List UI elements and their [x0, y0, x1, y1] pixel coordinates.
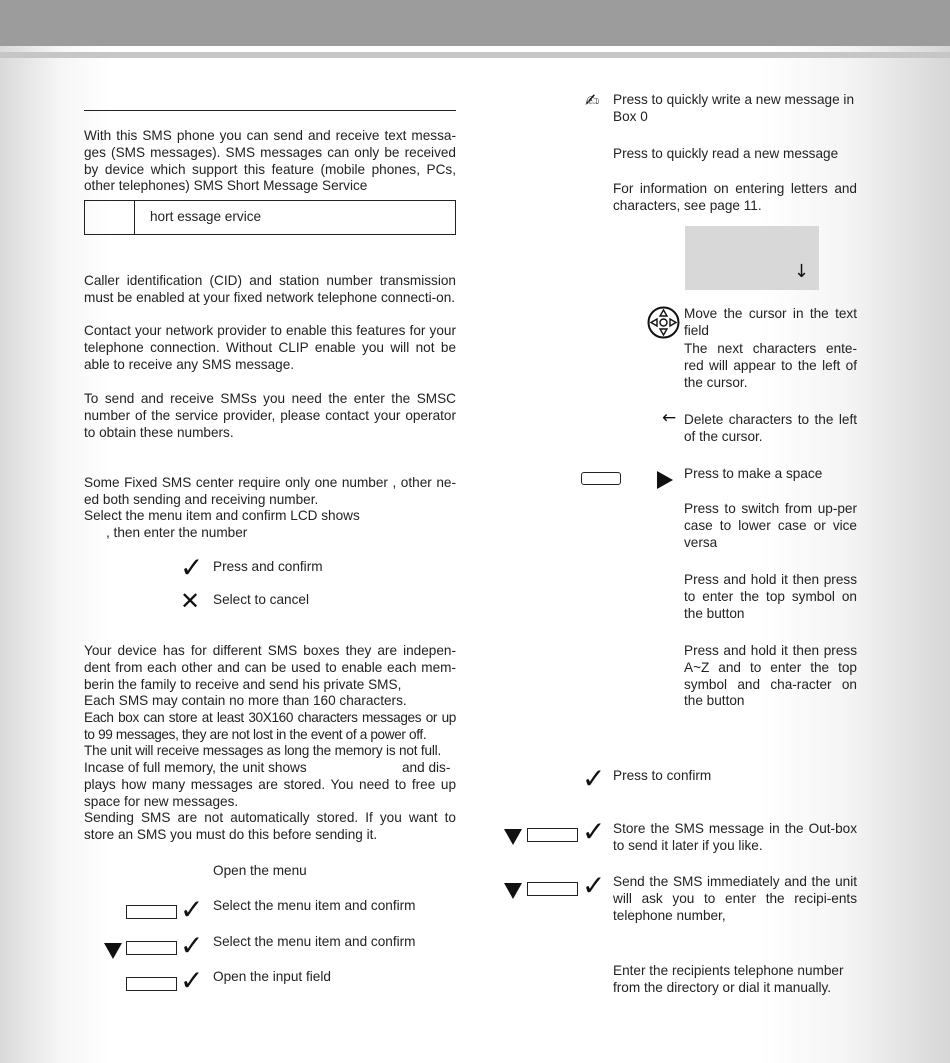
menu-key — [527, 882, 578, 896]
contact-paragraph: Contact your network provider to enable this features for your telephone connection. Without CLIP enable you will not be able to receive any SMS message. — [84, 323, 456, 372]
cid-paragraph: Caller identification (CID) and station number transmission must be enabled at your fixed network telephone connecti-on. — [84, 273, 456, 305]
check-icon: ✓ — [180, 929, 204, 962]
delete-text: Delete characters to the left of the cursor. — [684, 412, 857, 444]
check-icon: ✓ — [180, 551, 204, 584]
down-arrow-icon — [504, 829, 522, 845]
memory-full-paragraph: plays how many messages are stored. You need to free up space for new messages. — [84, 777, 456, 809]
check-icon: ✓ — [582, 815, 606, 848]
open-input-label: Open the input field — [213, 969, 331, 984]
check-icon: ✓ — [582, 762, 606, 795]
check-icon: ✓ — [582, 869, 606, 902]
header-bar — [0, 0, 950, 46]
select-confirm-label-2: Select the menu item and confirm — [213, 934, 416, 949]
table-cell-meaning: hort essage ervice — [150, 209, 262, 224]
play-icon — [657, 471, 673, 489]
fixed-sms-paragraph: Some Fixed SMS center require only one number , other ne-ed both sending and receiving number. — [84, 475, 456, 507]
check-icon: ✓ — [180, 893, 204, 926]
memory-full-line-a: Incase of full memory, the unit shows — [84, 760, 307, 775]
intro-paragraph: With this SMS phone you can send and receive text messa-ges (SMS messages). SMS messages can only be received by device which support this feature (mobile phones, PCs, other telephones) SMS Short Message Service — [84, 128, 456, 194]
memory-full-line-b: and dis- — [402, 760, 451, 775]
table-cell-abbrev — [85, 201, 135, 234]
next-characters-text: The next characters ente-red will appear to the left of the cursor. — [684, 341, 857, 390]
info-text: For information on entering letters and characters, see page 11. — [613, 181, 857, 213]
menu-key — [126, 941, 177, 955]
enter-number-line: , then enter the number — [106, 525, 248, 540]
open-menu-label: Open the menu — [213, 863, 307, 878]
navigation-key-icon — [647, 306, 680, 339]
space-key-icon — [581, 472, 621, 485]
menu-key — [527, 828, 578, 842]
select-confirm-label-1: Select the menu item and confirm — [213, 898, 416, 913]
sms-storage-paragraph: Each box can store at least 30X160 characters messages or up to 99 messages, they are not lost in the event of a power off. — [84, 710, 456, 742]
store-outbox-text: Store the SMS message in the Out-box to send it later if you like. — [613, 821, 857, 853]
cross-icon: ✕ — [180, 587, 201, 615]
press-confirm-text: Press to confirm — [613, 768, 712, 783]
sms-boxes-paragraph: Your device has for different SMS boxes they are indepen-dent from each other and can be used to enable each mem-berin the family to receive and send his private SMS, — [84, 643, 456, 692]
select-cancel-label: Select to cancel — [213, 592, 309, 607]
down-arrow-icon: ↓ — [793, 261, 809, 282]
quick-write-text: Press to quickly write a new message in Box 0 — [613, 92, 855, 124]
space-text: Press to make a space — [684, 466, 823, 481]
down-arrow-icon — [104, 943, 122, 959]
hold-top-symbol-text: Press and hold it then press to enter the top symbol on the button — [684, 572, 857, 621]
smsc-paragraph: To send and receive SMSs you need the enter the SMSC number of the service provider, please contact your operator to obtain these numbers. — [84, 391, 456, 440]
menu-key — [126, 905, 177, 919]
press-confirm-label: Press and confirm — [213, 559, 323, 574]
header-stripe — [0, 52, 950, 58]
quick-read-text: Press to quickly read a new message — [613, 146, 839, 161]
sms-abbreviation-table — [84, 200, 456, 235]
hold-az-text: Press and hold it then press A~Z and to enter the top symbol and cha-racter on the button — [684, 643, 857, 709]
select-menu-line: Select the menu item and confirm LCD shows — [84, 508, 360, 523]
switch-case-text: Press to switch from up-per case to lower case or vice versa — [684, 501, 857, 550]
lcd-display — [685, 226, 819, 290]
sending-paragraph: Sending SMS are not automatically stored. If you want to store an SMS you must do this before sending it. — [84, 810, 456, 842]
send-now-text: Send the SMS immediately and the unit will ask you to enter the recipi-ents telephone number, — [613, 874, 857, 923]
check-icon: ✓ — [180, 964, 204, 997]
enter-recipient-text: Enter the recipients telephone number from the directory or dial it manually. — [613, 963, 844, 995]
sms-receive-line: The unit will receive messages as long the memory is not full. — [84, 743, 442, 758]
pencil-icon: ✍ — [585, 91, 600, 111]
section-rule — [84, 110, 456, 111]
left-arrow-icon: ← — [662, 408, 677, 428]
move-cursor-text: Move the cursor in the text field — [684, 306, 857, 338]
sms-limit-line: Each SMS may contain no more than 160 characters. — [84, 693, 407, 708]
menu-key — [126, 977, 177, 991]
down-arrow-icon — [504, 883, 522, 899]
